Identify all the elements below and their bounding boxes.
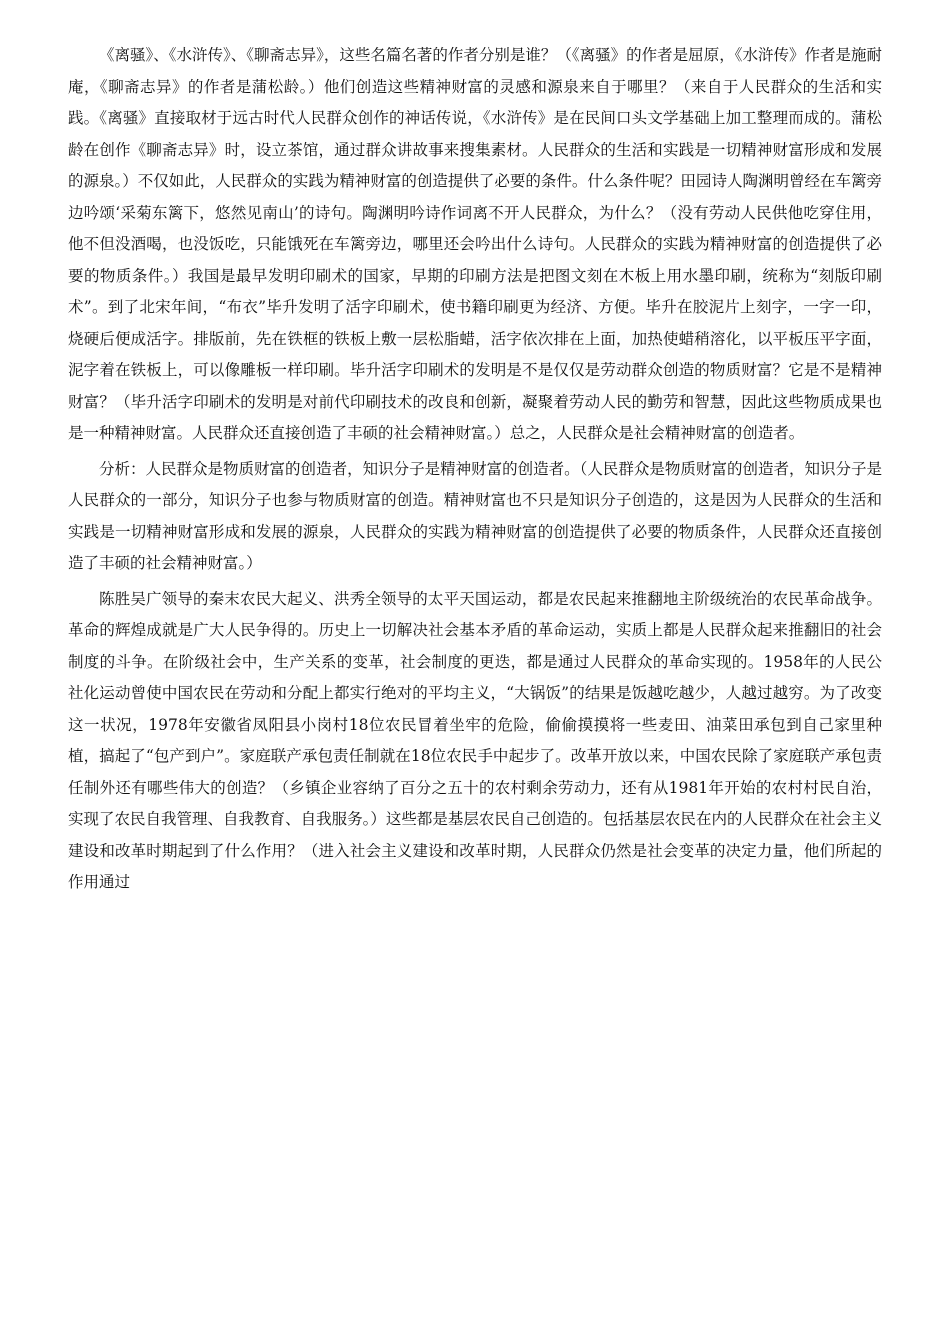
paragraph-literature: 《离骚》、《水浒传》、《聊斋志异》，这些名篇名著的作者分别是谁？（《离骚》的作者是屈原，《水浒传》作者是施耐庵，《聊斋志异》的作者是蒲松龄。）他们创造这些精神财富的灵感和源泉来自于哪里？（来自于人民群众的生活和实践。《离骚》直接取材于远古时代人民群众创作的神话传说，《水浒传》是在民间口头文学基础上加工整理而成的。蒲松龄在创作《聊斋志异》时，设立茶馆，通过群众讲故事来搜集素材。人民群众的生活和实践是一切精神财富形成和发展的源泉。）不仅如此，人民群众的实践为精神财富的创造提供了必要的条件。什么条件呢？田园诗人陶渊明曾经在车篱旁边吟颂‘采菊东篱下，悠然见南山’的诗句。陶渊明吟诗作词离不开人民群众，为什么？（没有劳动人民供他吃穿住用，他不但没酒喝，也没饭吃，只能饿死在车篱旁边，哪里还会吟出什么诗句。人民群众的实践为精神财富的创造提供了必要的物质条件。）我国是最早发明印刷术的国家，早期的印刷方法是把图文刻在木板上用水墨印刷，统称为“刻版印刷术”。到了北宋年间，“布衣”毕升发明了活字印刷术，使书籍印刷更为经济、方便。毕升在胶泥片上刻字，一字一印，烧硬后便成活字。排版前，先在铁框的铁板上敷一层松脂蜡，活字依次排在上面，加热使蜡稍溶化，以平板压平字面，泥字着在铁板上，可以像雕板一样印刷。毕升活字印刷术的发明是不是仅仅是劳动群众创造的物质财富？它是不是精神财富？（毕升活字印刷术的发明是对前代印刷技术的改良和创新，凝聚着劳动人民的勤劳和智慧，因此这些物质成果也是一种精神财富。人民群众还直接创造了丰硕的社会精神财富。）总之，人民群众是社会精神财富的创造者。	[68, 46, 882, 442]
document-page	[68, 40, 882, 903]
paragraph-peasants: 陈胜吴广领导的秦末农民大起义、洪秀全领导的太平天国运动，都是农民起来推翻地主阶级统治的农民革命战争。革命的辉煌成就是广大人民争得的。历史上一切解决社会基本矛盾的革命运动，实质上都是人民群众起来推翻旧的社会制度的斗争。在阶级社会中，生产关系的变革，社会制度的更迭，都是通过人民群众的革命实现的。1958年的人民公社化运动曾使中国农民在劳动和分配上都实行绝对的平均主义，“大锅饭”的结果是饭越吃越少，人越过越穷。为了改变这一状况，1978年安徽省凤阳县小岗村18位农民冒着坐牢的危险，偷偷摸摸将一些麦田、油菜田承包到自己家里种植，搞起了“包产到户”。家庭联产承包责任制就在18位农民手中起步了。改革开放以来，中国农民除了家庭联产承包责任制外还有哪些伟大的创造？（乡镇企业容纳了百分之五十的农村剩余劳动力，还有从1981年开始的农村村民自治，实现了农民自我管理、自我教育、自我服务。）这些都是基层农民自己创造的。包括基层农民在内的人民群众在社会主义建设和改革时期起到了什么作用？（进入社会主义建设和改革时期，人民群众仍然是社会变革的决定力量，他们所起的作用通过	[68, 589, 882, 891]
paragraph-analysis: 分析：人民群众是物质财富的创造者，知识分子是精神财富的创造者。（人民群众是物质财富的创造者，知识分子是人民群众的一部分，知识分子也参与物质财富的创造。精神财富也不只是知识分子创造的，这是因为人民群众的生活和实践是一切精神财富形成和发展的源泉，人民群众的实践为精神财富的创造提供了必要的物质条件，人民群众还直接创造了丰硕的社会精神财富。）	[68, 459, 882, 572]
